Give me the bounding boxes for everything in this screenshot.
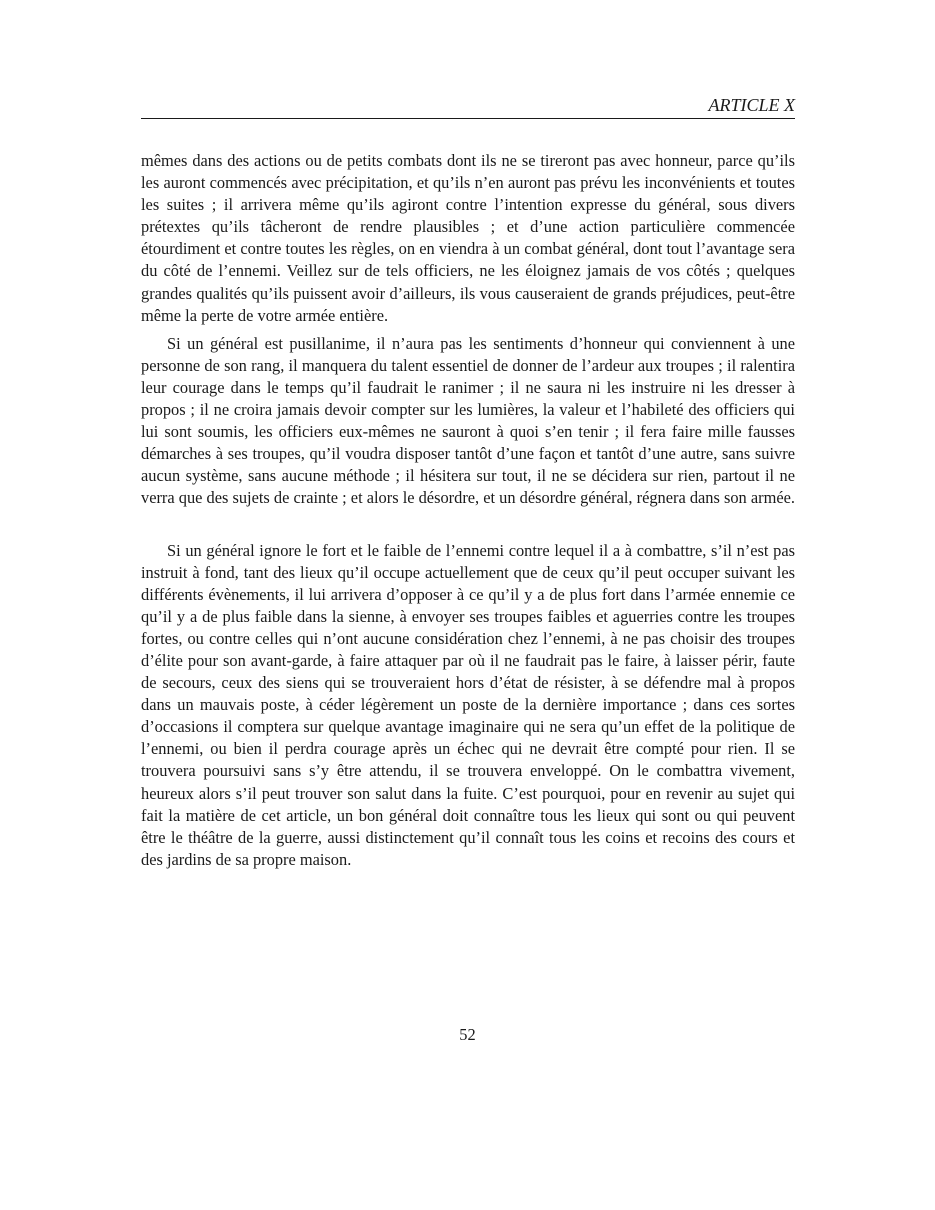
- paragraph-ignore: Si un général ignore le fort et le faible de l’ennemi contre lequel il a à combattre, s’il n’est pas instruit à fond, tant des lieux qu’il occupe actuellement que de ceux qu’il peut occuper suivant les différents évènements, il lui arrivera d’opposer à ce qu’il y a de plus fort dans l’armée ennemie ce qu’il y a de plus faible dans la sienne, à envoyer ses troupes faibles et aguerries contre les troupes fortes, ou contre celles qui n’ont aucune considération chez l’ennemi, à ne pas choisir des troupes d’élite pour son avant-garde, à faire attaquer par où il ne faudrait pas le faire, à laisser périr, faute de secours, ceux des siens qui se trouveraient hors d’état de résister, à se défendre mal à propos dans un mauvais poste, à céder légèrement un poste de la dernière importance ; dans ces sortes d’occasions il comptera sur quelque avantage imaginaire qui ne sera qu’un effet de la politique de l’ennemi, ou bien il perdra courage après un échec qui ne devrait être compté pour rien. Il se trouvera poursuivi sans s’y être attendu, il se trouvera enveloppé. On le combattra vivement, heureux alors s’il peut trouver son salut dans la fuite. C’est pourquoi, pour en revenir au sujet qui fait la matière de cet article, un bon général doit connaître tous les lieux qui sont ou qui peuvent être le théâtre de la guerre, aussi distinctement qu’il connaît tous les coins et recoins des cours et des jardins de sa propre maison.: [141, 540, 795, 869]
- page-body: [141, 150, 795, 871]
- paragraph-continued: mêmes dans des actions ou de petits combats dont ils ne se tireront pas avec honneur, parce qu’ils les auront commencés avec précipitation, et qu’ils n’en auront pas prévu les inconvénients et toutes les suites ; il arrivera même qu’ils agiront contre l’intention expresse du général, sous divers prétextes qu’ils tâcheront de rendre plausibles ; et d’une action particulière commencée étourdiment et contre toutes les règles, on en viendra à un combat général, dont tout l’avantage sera du côté de l’ennemi. Veillez sur de tels officiers, ne les éloignez jamais de vos côtés ; quelques grandes qualités qu’ils puissent avoir d’ailleurs, ils vous causeraient de grands préjudices, peut-être même la perte de votre armée entière.: [141, 151, 795, 325]
- paragraph-pusillanime: Si un général est pusillanime, il n’aura pas les sentiments d’honneur qui conviennent à une personne de son rang, il manquera du talent essentiel de donner de l’ardeur aux troupes ; il ralentira leur courage dans le temps qu’il faudrait le ranimer ; il ne saura ni les instruire ni les dresser à propos ; il ne croira jamais devoir compter sur les lumières, la valeur et l’habileté des officiers qui lui sont soumis, les officiers eux-mêmes ne sauront à quoi s’en tenir ; il fera faire mille fausses démarches à ses troupes, qu’il voudra disposer tantôt d’une façon et tantôt d’une autre, sans suivre aucun système, sans aucune méthode ; il hésitera sur tout, il ne se décidera sur rien, partout il ne verra que des sujets de crainte ; et alors le désordre, et un désordre général, régnera dans son armée.: [141, 333, 795, 508]
- running-header: [141, 94, 795, 119]
- section-gap: [141, 510, 795, 540]
- running-title: ARTICLE X: [708, 95, 795, 115]
- page-number: 52: [459, 1025, 476, 1044]
